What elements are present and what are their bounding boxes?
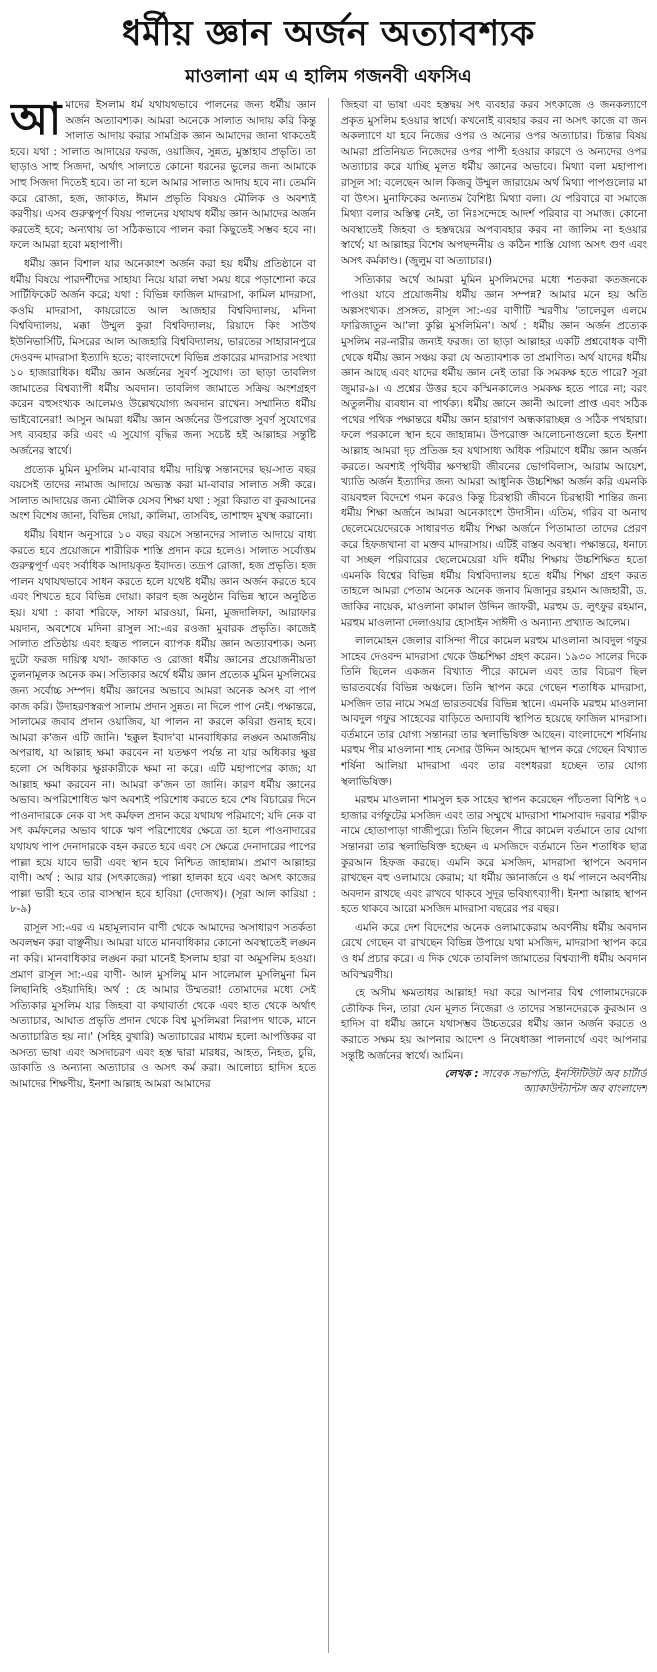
paragraph: লালমোহন জেলার বাসিন্দা পীরে কামেল মরহুম মাওলানা আবদুল গফুর সাহেব দেওবন্দ মাদরাসা থেকে উচ্চশিক্ষা গ্রহণ করেন। ১৯৩০ সালের দিকে তিনি ছিলেন একজন বিখ্যাত পীরে কামেল এবং তার বিচরণ ছিল ভারতবর্ষের বিভিন্ন অঞ্চলে। তিনি স্থাপন করে গেছেন শতাধিক মাদরাসা, মসজিদ তার নামে সমগ্র ভারতবর্ষের বিভিন্ন স্থানে। এমনকি মরহুম মাওলানা আবদুল গফুর সাহেবের বাড়িতে অদ্যাবধি স্থাপিত হয়েছে ফাজিল মাদরাসা। বর্তমানে তার যোগ্য সন্তানরা তার স্থলাভিষিক্ত আছেন। বাংলাদেশে শর্ষিনায় মরহুম পীর মাওলানা শাহ নেসার উদ্দিন আহমেদ স্থাপন করে গেছেন বিখ্যাত শর্ষিনা আলিয়া মাদরাসা এবং তার বংশধররা হচ্ছেন তার যোগ্য স্থলাভিষিক্ত।: [341, 635, 647, 788]
paragraph: হে অসীম ক্ষমতাধর আল্লাহ! দয়া করে আপনার বিশ্ব গোলামদেরকে তৌফিক দিন, তারা যেন মূলত নিজেরা ও তাদের সন্তানদেরকে কুরআন ও হাদিস বা ধর্মীয় জ্ঞানে যথাসম্ভব উচ্চতরের ধর্মীয় জ্ঞান অর্জন করতে ও করাতে সক্ষম হয় আপনার আদেশ ও নিষেধাজ্ঞা পালনার্থে এবং আপনার সন্তুষ্টি অর্জনের স্বার্থে। আমিন।: [341, 987, 647, 1062]
paragraph: প্রত্যেক মুমিন মুসলিম মা-বাবার ধর্মীয় দায়িত্ব সন্তানদের ছয়-সাত বছর বয়সেই তাদের নামাজ আদায়ে অভ্যস্ত করা মা-বাবার সালাত সঙ্গী করে। সালাত আদায়ের জন্য মৌলিক যেসব শিক্ষা যথা : সূরা কিরাত বা কুরআনের অংশ বিশেষ জানা, বিভিন্ন দোয়া, কালিমা, তাসবিহ, তাশাহুদ মুখস্থ করানো।: [10, 463, 316, 523]
article-columns: [10, 98, 647, 1653]
author-credit-line2: অ্যাকাউন্ট্যান্টস অব বাংলাদেশ: [523, 1083, 647, 1096]
paragraph: [10, 98, 316, 254]
author-credit-line1: সাবেক সভাপতি, ইনস্টিটিউট অব চার্টার্ড: [481, 1068, 647, 1081]
article-column-right: [341, 98, 647, 1653]
author-credit-label: লেখক :: [444, 1068, 479, 1081]
paragraph-text: মাদের ইসলাম ধর্ম যথাযথভাবে পালনের জন্য ধর্মীয় জ্ঞান অর্জন অত্যাবশ্যক। আমরা অনেকে সালাত আদায় করি কিন্তু সালাত আদায় করার সামগ্রিক জ্ঞান আমাদের জানা থাকতেই হবে। যথা : সালাত আদায়ের ফরজ, ওয়াজিব, সুন্নত, মুস্তাহাব প্রভৃতি। তা ছাড়াও সাহু সিজদা, অর্থাৎ সালাতে কোনো ধরনের ভুলের জন্য আমাকে সাহু সিজদা দিতেই হবে। তা না হলে আমার সালাত আদায় হবে না। তেমনি করে রোজা, হজ, জাকাত, ঈমান প্রভৃতি বিষয়ও মৌলিক ও অবশ্যই করণীয়। এসব গুরুত্বপূর্ণ বিষয় পালনের যথাযথ ধর্মীয় জ্ঞান আমাদের অর্জন করতেই হবে; অন্যথায় তা সঠিকভাবে পালন করা কিছুতেই সম্ভব হবে না। ফলে আমরা হবো মহাপাপী।: [10, 99, 316, 252]
paragraph: মরহুম মাওলানা শামসুল হক সাহেব স্থাপন করেছেন পাঁচতলা বিশিষ্ট ৭০ হাজার বর্গফুটের মসজিদ এবং তার সম্মুখে মাদরাসা শামসাবাদ দরবার শরীফ নামে হোতাপাড়া গাজীপুরে। তিনি ছিলেন পীরে কামেল বর্তমানে তার যোগ্য সন্তানরা তার স্থলাভিষিক্ত হচ্ছেন এ মসজিদে বর্তমানে তিন শতাধিক ছাত্র কুরআন হিফজ করছে। এমনি করে মসজিদ, মাদরাসা স্থাপনে অবদান রাখছেন বহু ওলামায়ে কেরাম; যা ধর্মীয় জ্ঞানার্জনে ও ধর্ম পালনে অবর্ণনীয় অবদান রাখছে এবং রাখবে থাকবে সুদূর ভবিষ্যৎব্যাপী। ইনশা আল্লাহ স্থাপন হতে থাকবে আরো মসজিদ মাদরাসা বছরের পর বছর।: [341, 794, 647, 916]
article-byline: মাওলানা এম এ হালিম গজনবী এফসিএ: [185, 66, 472, 87]
article-headline: ধর্মীয় জ্ঞান অর্জন অত্যাবশ্যক: [122, 14, 535, 54]
paragraph: ধর্মীয় জ্ঞান বিশাল যার অনেকাংশ অর্জন করা হয় ধর্মীয় প্রতিষ্ঠানে বা ধর্মীয় বিষয়ে পারদর্শীদের সাহায্য নিয়ে যারা লম্বা সময় ধরে পড়াশোনা করে সার্টিফিকেট অর্জন করে; যথা : বিভিন্ন ফাজিল মাদরাসা, কামিল মাদরাসা, কওমি মাদরাসা, কায়রোতে আল আজহার বিশ্ববিদ্যালয়, মদিনা বিশ্ববিদ্যালয়, মক্কা উম্মুল কুরা বিশ্ববিদ্যালয়, রিয়াদে কিং সাউথ ইউনিভার্সিটি, মিসরের আল আজহারি বিশ্ববিদ্যালয়, ভারতের সাহারানপুরে দেওবন্দ মাদরাসা ইত্যাদি হতে; বাংলাদেশে বিভিন্ন প্রকারের মাদরাসার সংখ্যা ১০ হাজারাধিক। ধর্মীয় জ্ঞান অর্জনের সুবর্ণ সুযোগ। তা ছাড়া তাবলিগ জামাতের বিশ্বব্যাপী ধর্মীয় অবদান। তাবলিগ জামাতে সক্রিয় অংশগ্রহণ করেন বহুসংখ্যক আলেমও উল্লেখযোগ্য অবদান রাখেন। সম্মানিত ধর্মীয় ভাইবোনেরা! আসুন আমরা ধর্মীয় জ্ঞান অর্জনের উপরোক্ত সুবর্ণ সুযোগের সৎ ব্যবহার করি এবং এ সুযোগ বৃদ্ধির জন্য সচেষ্ট হই আল্লাহর সন্তুষ্টি অর্জনের স্বার্থে।: [10, 257, 316, 458]
column-divider: [328, 98, 329, 1653]
paragraph: রাসূল সা:-এর এ মহামূল্যবান বাণী থেকে আমাদের অসাধারণ সতর্কতা অবলম্বন করা বাঞ্ছনীয়। আমরা যাতে মানবাধিকার কোনো অবস্থাতেই লঙ্ঘন না করি। মানবাধিকার লঙ্ঘন করা মানেই ইসলাম হারা বা অমুসলিম হওয়া। প্রমাণ রাসূল সা:-এর বাণী- আল মুসলিমু মান সালেমাল মুসলিমুনা মিন লিছানিহি ওইয়াদিহি। অর্থ : হে আমার উম্মতরা! তোমাদের মধ্যে সেই সত্যিকার মুসলিম যার জিহবা বা কথাবার্তা থেকে এবং হাত থেকে অর্থাৎ অত্যাচার, আঘাত প্রভৃতি প্রদান থেকে বিশ্ব মুসলিমরা নিরাপদ থাকে, মানে অত্যাচারিত হয় না।' (সহিহ বুখারি) অত্যাচারের মাধ্যম হলো আপত্তিকর বা অসত্য ভাষা এবং অসদাচরণ এবং হস্ত দ্বারা মারধর, আহত, নিহত, চুরি, ডাকাতি ও অন্যান্য অত্যাচার ও অসৎ কর্ম করা। আলোচ্য হাদিস হতে আমাদের শিক্ষণীয়, ইনশা আল্লাহ আমরা আমাদের: [10, 921, 316, 1090]
author-credit: [341, 1067, 647, 1097]
article-column-left: [10, 98, 316, 1653]
paragraph: সত্যিকার অর্থে আমরা মুমিন মুসলিমদের মধ্যে শতকরা কতজনকে পাওয়া যাবে প্রয়োজনীয় ধর্মীয় জ্ঞান সম্পন্ন? আমার মনে হয় অতি অল্পসংখ্যক। প্রসঙ্গত, রাসূল সা:-এর বাণীটি স্মরণীয় 'তালেবুল এলমে ফারিজাতুন আ'লা কুল্লি মুসলিমিন'। অর্থ : ধর্মীয় জ্ঞান অর্জন প্রত্যেক মুসলিম নর-নারীর জন্যই ফরজ। তা ছাড়া আল্লাহর একটি প্রশ্নবোধক বাণী থেকে ধর্মীয় জ্ঞান সঞ্চয় করা যে অত্যাবশ্যক তা প্রমাণিত। অর্থ যাদের ধর্মীয় জ্ঞান আছে এবং যাদের ধর্মীয় জ্ঞান নেই তারা কি সমকক্ষ হতে পারে? সূরা জুমার-৯। এ প্রশ্নের উত্তর হবে কস্মিনকালেও সমকক্ষ হতে পারে না; বরং অতুলনীয় ব্যবধান বা পার্থক্য। ধর্মীয় জ্ঞানে জ্ঞানী আলো প্রাপ্ত এবং সঠিক পথের পথিক পক্ষান্তরে ধর্মীয় জ্ঞান হারাগণ অন্ধকারাচ্ছন্ন ও সঠিক পথহারা। ফলে পরকালে স্থান হবে জাহান্নাম। উপরোক্ত আলোচনাগুলো হতে ইনশা আল্লাহ আমরা দৃঢ় প্রতিজ্ঞ হব যথাসাধ্য অধিক পরিমাণে ধর্মীয় জ্ঞান অর্জন করতে। অবশ্যই পৃথিবীর ক্ষণস্থায়ী জীবনের ভোগবিলাস, আরাম আয়েশ, খ্যাতি অর্জন ইত্যাদির জন্য আমরা আধুনিক উচ্চশিক্ষা অর্জন করি এমনকি ব্যয়বহুল বিদেশে গমন করেও কিন্তু চিরস্থায়ী জীবনে চিরস্থায়ী শান্তির জন্য ধর্মীয় শিক্ষা অর্জনে আমরা অনেকাংশে উদাসীন। এতিম, গরিব বা অনাথ ছেলেমেয়েদেরকে সাধারণত ধর্মীয় শিক্ষা অর্জনে পিতামাতা তাদের প্রেরণ করে হিফজখানা বা মক্তব মাদরাসায়। এটিই বাস্তব অবস্থা। পক্ষান্তরে, ধনাঢ্য বা সচ্ছল পরিবারের ছেলেমেয়েরা যদি ধর্মীয় শিক্ষায় উচ্চশিক্ষিত হতো এমনকি বিশ্বের বিভিন্ন ধর্মীয় বিশ্ববিদ্যালয় হতে ধর্মীয় শিক্ষা গ্রহণ করত তাহলে আমরা পেতাম অনেক অনেক জনাব মিজানুর রহমান আজহারী, ড. জাকির নায়েক, মাওলানা কামাল উদ্দিন জাফরী, মরহুম ড. লুৎফুর রহমান, মরহুম মাওলানা দেলাওয়ার হোসাইন সাঈদী ও অন্যান্য প্রখ্যাত আলেম।: [341, 273, 647, 629]
paragraph: জিহবা বা ভাষা এবং হস্তদ্বয় সৎ ব্যবহার করব সৎকাজে ও জনকল্যাণে প্রকৃত মুসলিম হওয়ার স্বার্থে। কখনোই ব্যবহার করব না অসৎ কাজে বা জন অকল্যাণে যা হবে নিজের ওপর ও অন্যের ওপর অত্যাচার। চিন্তার বিষয় আমরা প্রতিনিয়ত নিজেদের ওপর পাপী হওয়ার কারণে ও অন্যদের ওপর অত্যাচার করে যাচ্ছি মূলত ধর্মীয় জ্ঞানের অভাবে। মিথ্যা বলা মহাপাপ। রাসূল সা: বলেছেন আল কিজবু উম্মুল জারায়েম অর্থ মিথ্যা পাপগুলোর মা বা উৎস। মুনাফিকের অন্যতম বৈশিষ্ট্য মিথ্যা বলা। যে পরিবারে বা সমাজে মিথ্যা বলার অস্তিত্ব নেই, তা নিঃসন্দেহে আদর্শ পরিবার বা সমাজ। কোনো অবস্থাতেই জিহবা ও হস্তদ্বয়ের অপব্যবহার করব না জালিম না হওয়ার স্বার্থে; যা আল্লাহর বিশেষ অপছন্দনীয় ও কঠিন শাস্তি যোগ্য অসৎ গুণ এবং অসৎ কর্মকাণ্ড। (জুলুম বা অত্যাচার।): [341, 99, 647, 267]
paragraph: ধর্মীয় বিধান অনুসারে ১০ বছর বয়সে সন্তানদের সালাত আদায়ে বাধ্য করতে হবে প্রয়োজনে শারীরিক শাস্তি প্রদান করে হলেও। সালাত সর্বোত্তম গুরুত্বপূর্ণ এবং সর্বাধিক আদায়কৃত ইবাদত। তদ্রূপ রোজা, হজ প্রভৃতি। হজ পালন যথাযথভাবে সাধন করতে হলে যথেষ্ট ধর্মীয় জ্ঞান অর্জন করতে হবে এবং শিখতে হবে বিভিন্ন দোয়া। কারণ হজ অনুষ্ঠান বিভিন্ন স্থানে অনুষ্ঠিত হয়। যথা : কাবা শরিফে, সাফা মারওয়া, মিনা, মুজদালিফা, আরাফার ময়দান, অবশেষে মদিনা রাসুল সা:-এর রওজা মুবারক প্রভৃতি। কাজেই সালাত প্রতিষ্ঠায় এবং হজ্বত পালনে ব্যাপক ধর্মীয় জ্ঞান অত্যাবশ্যক। অন্য দুটো ফরজ দায়িত্ব যথা- জাকাত ও রোজা ধর্মীয় জ্ঞানের প্রয়োজনীয়তা তুলনামূলক অনেক কম। সত্যিকার অর্থে ধর্মীয় জ্ঞান প্রত্যেক মুমিন মুসলিমের জন্য সর্বোচ্চ সম্পদ। ধর্মীয় জ্ঞানের অভাবে আমরা অনেক অসৎ বা পাপ কাজ করি। উদাহরণস্বরূপ সালাম প্রদান সুন্নত। না দিলে পাপ নেই। পক্ষান্তরে, সালামের জবাব প্রদান ওয়াজিব, যা পালন না করলে কবিরা গুনাহ হবে। আমরা ক'জন এটি জানি। 'হক্কুল ইবাদ'বা মানবাধিকার লঙ্ঘন অমার্জনীয় অপরাধ, যা আল্লাহ ক্ষমা করবেন না যতক্ষণ পর্যন্ত না যার অধিকার ক্ষুণ্ণ হলো সে অধিকার ক্ষুণ্ণকারীকে ক্ষমা না করে। এটি মহাপাপের কাজ; যা আল্লাহ ক্ষমা করবেন না। আমরা ক'জন তা জানি। কারণ ধর্মীয় জ্ঞানের অভাব। অপরিশোধিত ঋণ অবশ্যই পরিশোধ করতে হবে শেষ বিচারের দিনে পাওনাদারকে নেক বা সৎ কর্মফল প্রদান করে যথাযথ পরিমাণে; যদি নেক বা সৎ কর্মফলের অভাব থাকে ঋণ পরিশোধের ক্ষেত্রে তা হলে পাওনাদারের যথাযথ পাপ দেনাদারকে বহন করতে হবে এবং সে ক্ষেত্রে দেনাদারের পাপের পাল্লা হয়ে যাবে ভারী এবং স্থান হবে নিশ্চিত জাহান্নাম। প্রমাণ আল্লাহর বাণী। অর্থ : আর যার (সৎকাজের) পাল্লা হালকা হবে এবং অসৎ কাজের পাল্লা ভারী হবে তার বাসস্থান হবে হাবিয়া (দোজখ)। (সূরা আল কারিয়া : ৮-৯): [10, 529, 316, 916]
drop-cap: আ: [10, 98, 62, 145]
paragraph: এমনি করে দেশ বিদেশের অনেক ওলামাকেরাম অবর্ণনীয় ধর্মীয় অবদান রেখে গেছেন বা রাখছেন বিভিন্ন উপায়ে যথা মসজিদ, মাদরাসা স্থাপন করে ও ধর্ম প্রচার করে। এ দিক থেকে তাবলিগ জামাতের বিশ্বব্যাপী ধর্মীয় অবদান অবিস্মরণীয়।: [341, 921, 647, 981]
